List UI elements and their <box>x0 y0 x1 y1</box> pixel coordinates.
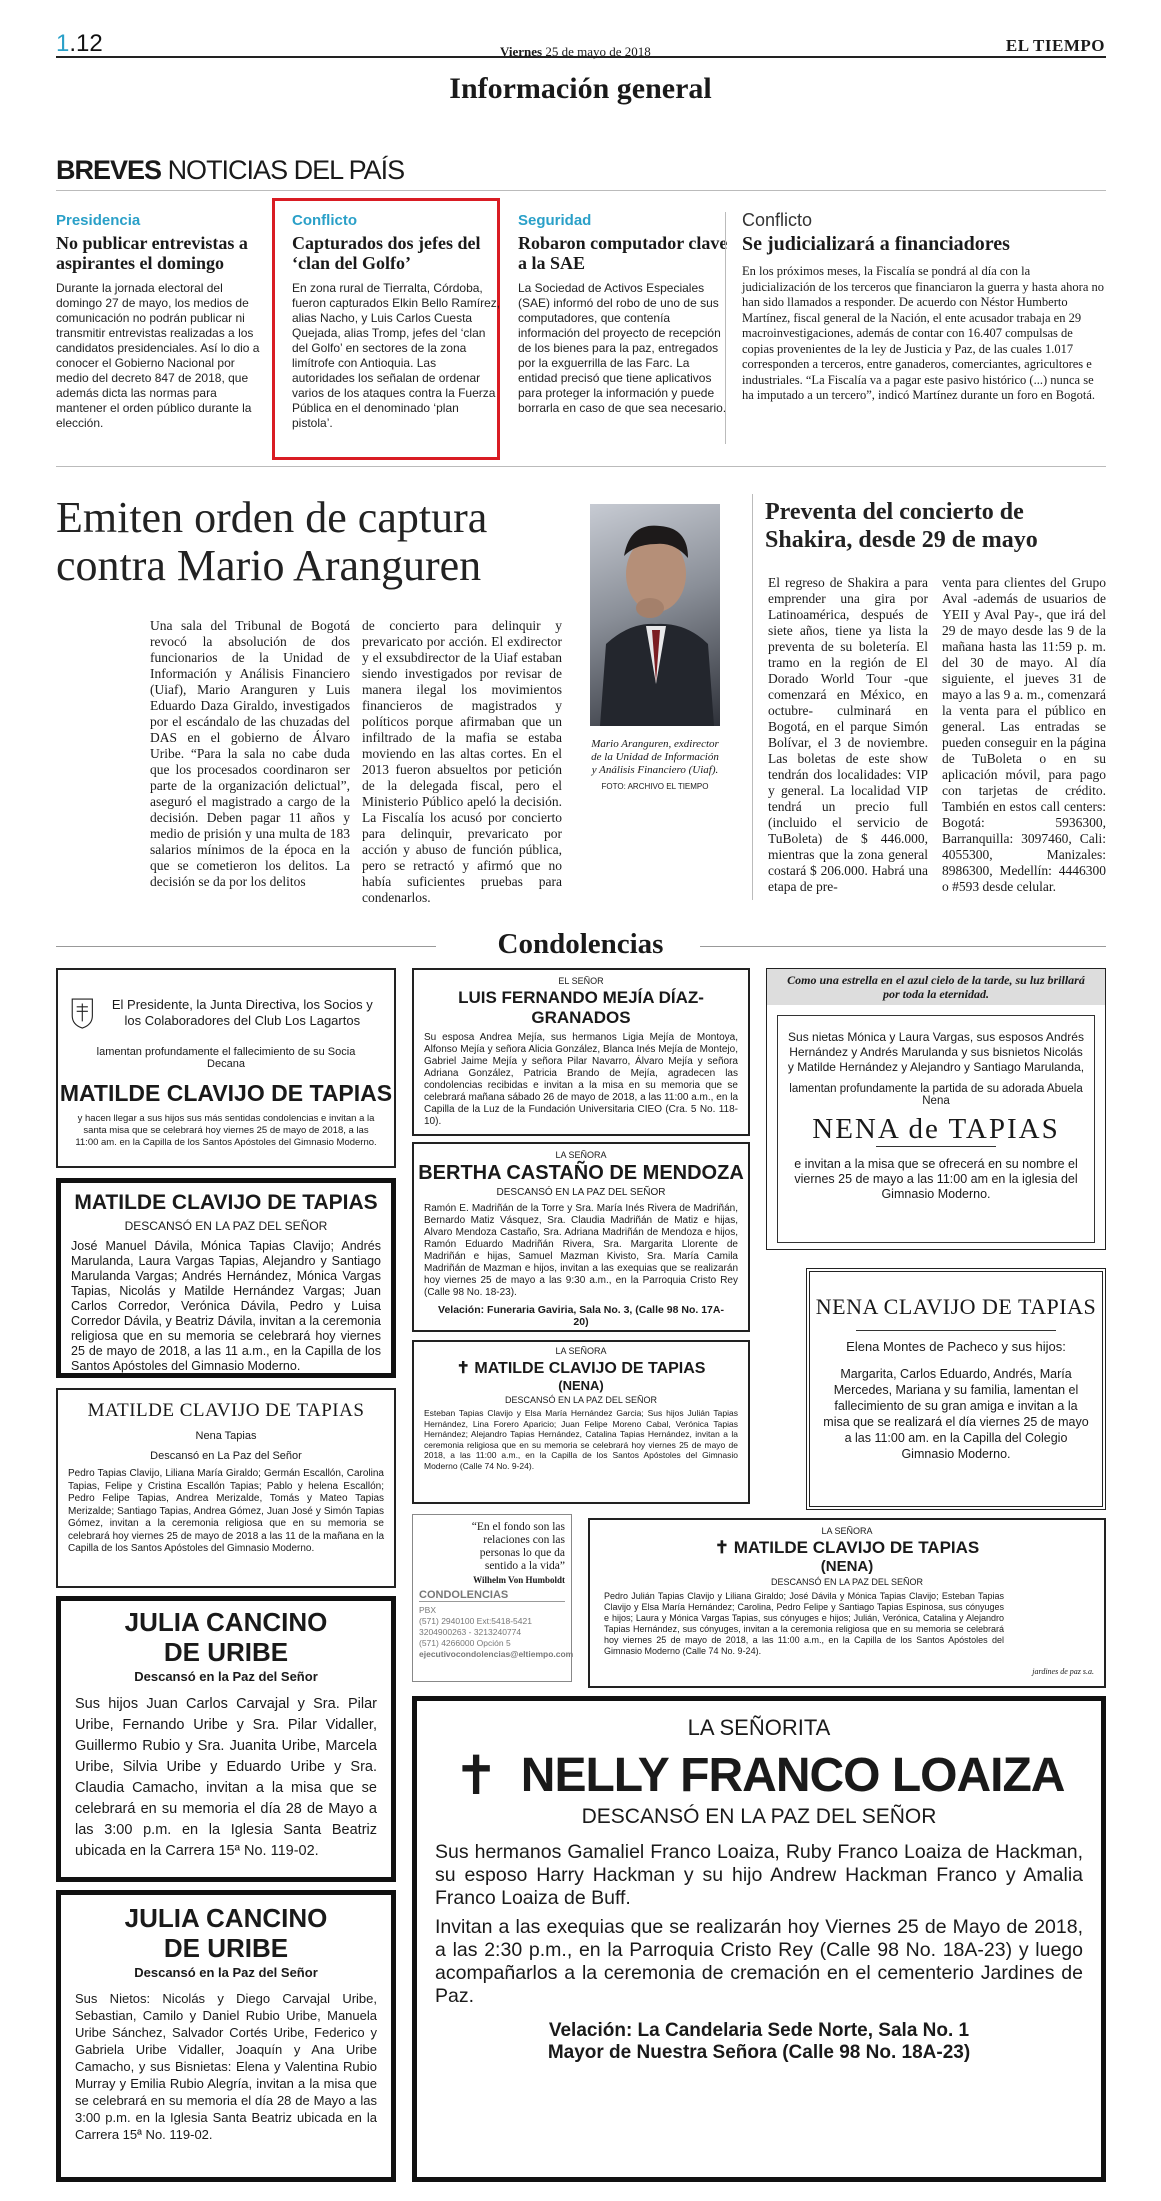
header-rule <box>56 56 1106 58</box>
side-story-col1: El regreso de Shakira a para emprender una gira por Latinoamérica, después de siete años, tiene ya lista la preventa de su boletería. El tramo en la región de El Dorado World Tour -que comenzará en México, en octubre- culminará en Bogotá, en el parque Simón Bolívar, el 3 de noviembre. Las boletas de este show tendrán dos localidades: VIP y general. La localidad VIP tendrá un precio full (incluido el servicio de TuBoleta) de $ 446.000, mientras que la zona general costará $ 206.000. Habrá una etapa de pre- <box>768 575 928 894</box>
deceased-name: BERTHA CASTAÑO DE MENDOZA <box>418 1162 744 1184</box>
contact-email-link[interactable]: ejecutivocondolencias@eltiempo.com <box>419 1649 574 1659</box>
brief-headline: Robaron computador clave a la SAE <box>518 233 728 273</box>
brief-category: Seguridad <box>518 212 592 229</box>
main-story-col1: Una sala del Tribunal de Bogotá revocó la absolución de dos funcionarios de la Unidad de Información y Análisis Financiero (Uiaf), Mario Aranguren y Luis Eduardo Daza Giraldo, investigados por el escándalo de las chuzadas del DAS en el gobierno de Álvaro Uribe. “Para la sala no cabe duda que los procesados coordinaron ser parte de la organización delictual”, aseguró el magistrado a cargo de la decisión. Deben pagar 11 años y medio de prisión y una multa de 183 salarios mínimos de la época en la que se cometieron los delitos. La decisión se da por los delitos <box>150 618 350 889</box>
cross-icon: ✝ <box>456 1360 475 1377</box>
brief-body: La Sociedad de Activos Especiales (SAE) informó del robo de uno de sus computadores, que contenía información del proyecto de recepción de los bienes para la paz, entregados por la exguerrilla de las Farc. La entidad precisó que tiene aplicativos para proteger la información y puede borrarla en caso de que sea necesario. <box>518 281 727 415</box>
photo-credit: FOTO: ARCHIVO EL TIEMPO <box>601 782 709 791</box>
deceased-name: JULIA CANCINO DE URIBE <box>124 1607 328 1667</box>
deceased-name: ✝ MATILDE CLAVIJO DE TAPIAS <box>714 1538 980 1557</box>
brief-body: En los próximos meses, la Fiscalía se pondrá al día con la judicialización de los terceros que financiaron la guerra y hasta ahora no han sido llamados a responder. De acuerdo con Néstor Humberto Martínez, fiscal general de la Nación, el ente acusador trabaja en 29 macroinvestigaciones, además de contar con 16.407 compulsas de copias provenientes de la ley de Justicia y Paz, de las cuales 1.017 corresponden a terceros, entre ganaderos, comerciantes, agricultores e industriales. “La Fiscalía va a pagar este pasivo histórico (...) nunca se ha imputado a un tercero”, indicó Martínez durante un foro en Bogotá. <box>742 264 1104 402</box>
deceased-name: LUIS FERNANDO MEJÍA DÍAZ-GRANADOS <box>458 988 704 1027</box>
main-story-col2: de concierto para delinquir y prevaricato por acción. El exdirector y el exsubdirector de la Uiaf estaban siendo investigados por revisar de manera ilegal los movimientos financieros de magistrados y políticos porque afirmaban que un infiltrado de la mafia se estaba moviendo en las altas cortes. En el 2013 fueron absueltos por petición de la delegada fiscal, pero el Ministerio Público apeló la decisión. La Fiscalía los acusó por concierto para delinquir, prevaricato por acción y abuso de función pública, pero se retractó y afirmó que no había suficientes pruebas para condenarlos. <box>362 618 562 905</box>
brief-category: Conflicto <box>292 212 357 229</box>
condolencias-contact-box: “En el fondo son las relaciones con las personas lo que da sentido a la vida” Wilhelm Von Humboldt CONDOLENCIAS PBX (571) 2940100 Ext:5418-5421 3204900263 - 3213240774 (571) 4266000 Opción 5 ejecutivocondolencias@eltiempo.com <box>412 1514 572 1682</box>
brief-body: En zona rural de Tierralta, Córdoba, fueron capturados Elkin Bello Ramírez, alias Nacho, y Luis Carlos Cuesta Quejada, alias Tromp, jefes del ‘clan del Golfo’ en sectores de la zona limítrofe con Antioquia. Las autoridades los señalan de ordenar varios de los ataques contra la Fuerza Pública en el denominado ‘plan pistola’. <box>292 281 501 430</box>
brief-headline: No publicar entrevistas a aspirantes el domingo <box>56 233 248 273</box>
breves-title: BREVES NOTICIAS DEL PAÍS <box>56 155 405 185</box>
section-title: Información general <box>449 72 712 105</box>
deceased-name: JULIA CANCINO DE URIBE <box>124 1903 328 1963</box>
portrait-photo <box>590 504 720 726</box>
condolence-ad-nena-clavijo: NENA CLAVIJO DE TAPIAS Elena Montes de Pacheco y sus hijos: Margarita, Carlos Eduardo, Andrés, María Mercedes, Mariana y su familia, lamentan el fallecimiento de su gran amiga e invitan a la misa que se realizará el día viernes 25 de mayo a las 11:00 am. en la Capilla del Colegio Gimnasio Moderno. <box>806 1268 1106 1510</box>
deceased-name: MATILDE CLAVIJO DE TAPIAS <box>74 1191 378 1214</box>
cross-icon: ✝ <box>453 1746 499 1806</box>
brief-seguridad <box>518 212 728 416</box>
ornament-divider <box>876 1146 996 1147</box>
photo-caption: Mario Aranguren, exdirector de la Unidad de Información y Análisis Financiero (Uiaf). FOTO: ARCHIVO EL TIEMPO <box>591 738 719 791</box>
deceased-name: NENA CLAVIJO DE TAPIAS <box>815 1294 1097 1319</box>
brand-logo: EL TIEMPO <box>1005 36 1105 55</box>
condolence-ad-matilde-2: MATILDE CLAVIJO DE TAPIAS Nena Tapias Descansó en La Paz del Señor Pedro Tapias Clavijo, Liliana María Giraldo; Germán Escallón, Carolina Tapias, Felipe y Cristina Escallón Tapias; Pablo y helena Escallón; Pedro Felipe Tapias, Andrea Merizalde, Tomás y Mateo Tapias Merizalde; Santiago Tapias, Andrea Gómez, Juan José y Simón Tapias Gómez, invitan a la ceremonia religiosa que en su memoria se celebrará hoy viernes 25 de mayo de 2018 a las 11 de la mañana en la Capilla de los Santos Apóstoles del Gimnasio Moderno. <box>56 1388 396 1588</box>
condolence-ad-club-lagartos: El Presidente, la Junta Directiva, los Socios y los Colaboradores del Club Los Lagartos lamentan profundamente el fallecimiento de su Socia Decana MATILDE CLAVIJO DE TAPIAS y hacen llegar a sus hijos sus más sentidas condolencias e invitan a la santa misa que se celebrará hoy viernes 25 de mayo de 2018, a las 11:00 am. en la Capilla de los Santos Apóstoles del Gimnasio Moderno. <box>56 968 396 1168</box>
brief-conflicto <box>292 212 502 431</box>
condolence-ad-julia-1: JULIA CANCINO DE URIBE Descansó en la Paz del Señor Sus hijos Juan Carlos Carvajal y Sra. Pilar Uribe, Fernando Uribe y Sra. Pilar Vidaller, Guillermo Rubio y Sra. Juanita Uribe, Marcela Uribe, Silvia Uribe y Eduardo Uribe y Sra. Claudia Camacho, invitan a la misa que se celebrará en su memoria el día 28 de Mayo a las 3:00 p.m. en la Iglesia Santa Beatriz ubicada en la Carrera 15ª No. 119-02. <box>56 1596 396 1882</box>
dateline: Viernes 25 de mayo de 2018 <box>500 44 651 59</box>
brief-headline: Capturados dos jefes del ‘clan del Golfo’ <box>292 233 481 273</box>
deceased-name: MATILDE CLAVIJO DE TAPIAS <box>87 1400 365 1421</box>
club-crest-icon <box>70 984 95 1042</box>
condolence-ad-matilde-nena: LA SEÑORA ✝ MATILDE CLAVIJO DE TAPIAS (NENA) DESCANSÓ EN LA PAZ DEL SEÑOR Esteban Tapias Clavijo y Elsa María Hernández Garcia; Sus hijos Julián Tapias Hernández, Lina Forero Aparicio; Juan Felipe Moreno Cabal, Verónica Tapias Hernández; Alejandro Tapias Hernández, Catalina Tapias Hernández, invitan a la ceremonia religiosa que en su memoria se celebrará hoy viernes 25 de mayo de 2018, a las 11:00 a.m., en la Capilla de los Santos Apóstoles del Gimnasio Moderno (Calle 74 No. 9-24). <box>412 1340 750 1504</box>
condolence-ad-nelly-franco: LA SEÑORITA ✝ NELLY FRANCO LOAIZA DESCANSÓ EN LA PAZ DEL SEÑOR Sus hermanos Gamaliel Franco Loaiza, Ruby Franco Loaiza de Hackman, su esposo Harry Hackman y su hijo Andrew Hackman Franco y Amalia Franco Loaiza de Buff. Invitan a las exequias que se realizarán hoy Viernes 25 de Mayo de 2018, a las 2:30 p.m., en la Parroquia Cristo Rey (Calle 98 No. 18A-23) y luego acompañarlos a la ceremonia de cremación en el cementerio Jardines de Paz. Velación: La Candelaria Sede Norte, Sala No. 1 Mayor de Nuestra Señora (Calle 98 No. 18A-23) <box>412 1696 1106 2182</box>
deceased-name: NENA de TAPIAS <box>812 1113 1060 1145</box>
brief-financiadores <box>742 210 1106 404</box>
condolence-ad-bertha: LA SEÑORA BERTHA CASTAÑO DE MENDOZA DESCANSÓ EN LA PAZ DEL SEÑOR Ramón E. Madriñán de la Torre y Sra. María Inés Rivera de Madriñán, Bernardo Matiz Vásquez, Sra. Claudia Madriñán de Matiz e hijas, Alvaro Mendoza Castaño, Sra. Adriana Madriñán de Mendoza e hijos, Ramón Eduardo Madriñán Rivera, Sra. Margarita Llorente de Madriñán e hijas, Samuel Mazman Kivisto, Sra. María Camila Madriñán de Mazman e hijos, invitan a las exequias que se realizarán hoy viernes 25 de mayo a las 9:30 a.m., en la Parroquia Cristo Rey (Calle 98 No. 18-23). Velación: Funeraria Gaviria, Sala No. 3, (Calle 98 No. 17A-20) <box>412 1142 750 1332</box>
side-headline: Preventa del concierto de Shakira, desde 29 de mayo <box>765 499 1038 553</box>
deceased-name: ✝ MATILDE CLAVIJO DE TAPIAS <box>456 1360 706 1377</box>
main-headline: Emiten orden de captura contra Mario Aranguren <box>56 493 488 590</box>
brief-category: Conflicto <box>742 210 813 230</box>
brief-category: Presidencia <box>56 212 141 229</box>
condolence-ad-matilde-jardines: LA SEÑORA ✝ MATILDE CLAVIJO DE TAPIAS (NENA) DESCANSÓ EN LA PAZ DEL SEÑOR Pedro Julián Tapias Clavijo y Liliana Giraldo; José Dávila y Mónica Tapias Clavijo; Esteban Tapias Clavijo y Elsa María Hernández; Carolina, Pedro Felipe y Santiago Tapias Espinosa, sus cónyuges e hijos; Laura y Mónica Vargas Tapias, sus cónyuges e hijos; Julián, Verónica, Catalina y Alejandro Tapias Hernández, sus cónyuges, invitan a la ceremonia religiosa que en su memoria se celebrará hoy viernes 25 de mayo de 2018, a las 11:00 a.m., en la Capilla de los Santos Apóstoles del Gimnasio Moderno (Calle 74 No. 9-24). jardines de paz s.a. <box>588 1518 1106 1688</box>
deceased-name: NELLY FRANCO LOAIZA <box>520 1749 1065 1802</box>
condolence-ad-nena-nietas: Como una estrella en el azul cielo de la tarde, su luz brillará por toda la eternidad. Sus nietas Mónica y Laura Vargas, sus esposos Andrés Hernández y Andrés Marulanda y sus bisnietos Nicolás y Matilde Hernández y Alejandro y Santiago Marulanda, lamentan profundamente la partida de su adorada Abuela Nena NENA de TAPIAS e invitan a la misa que se ofrecerá en su nombre el viernes 25 de mayo a las 11:00 am en la iglesia del Gimnasio Moderno. <box>766 968 1106 1250</box>
brief-presidencia <box>56 212 266 431</box>
condolencias-title: Condolencias <box>497 928 664 960</box>
cross-icon: ✝ <box>714 1538 734 1557</box>
brief-body: Durante la jornada electoral del domingo 27 de mayo, los medios de comunicación no podrán publicar ni transmitir entrevistas realizadas a los candidatos presidenciales. Así lo dio a conocer el Gobierno Nacional por medio del decreto 847 de 2018, que además dicta las normas para mantener el orden público durante la elección. <box>56 281 260 430</box>
column-divider <box>752 494 753 900</box>
funeral-home-logo: jardines de paz s.a. <box>1032 1667 1094 1676</box>
condolence-ad-luis-fernando: EL SEÑOR LUIS FERNANDO MEJÍA DÍAZ-GRANADOS Su esposa Andrea Mejía, sus hermanos Ligia Mejía de Montoya, Alfonso Mejía y señora Alicia González, Blanca Inés Mejía de Montejo, Gabriel Jaime Mejía y señora Pilar Navarro, Álvaro Mejía y señora Adriana González, Patricia Brando de Mejía, agradecen las condolencias recibidas e invitan a la misa en su memoria que se celebrará mañana sábado 26 de mayo de 2018, a las 11:00 a.m., en la Capilla de la Luz de la Fundación Universitaria CIEO (Cra. 5 No. 118-10). <box>412 968 750 1136</box>
condolence-ad-matilde-1: MATILDE CLAVIJO DE TAPIAS DESCANSÓ EN LA PAZ DEL SEÑOR José Manuel Dávila, Mónica Tapias Clavijo; Andrés Marulanda, Laura Vargas Tapias, Alejandro y Santiago Marulanda Vargas; Andrés Hernández, Mónica Vargas Tapias, Nicolás y Matilde Hernández Vargas; Juan Carlos Corredor, Verónica Dávila, Pedro y Luisa Corredor Dávila, y Beatriz Dávila, invitan a la ceremonia religiosa que en su memoria se celebrará hoy viernes 25 de mayo de 2018, a las 11 a.m., en la Capilla de los Santos Apóstoles del Gimnasio Moderno. <box>56 1178 396 1378</box>
breves-rule <box>56 190 1106 191</box>
page-number: 1.12 <box>56 30 103 57</box>
deceased-name: MATILDE CLAVIJO DE TAPIAS <box>59 1080 393 1106</box>
section-rule <box>56 466 1106 467</box>
condolence-ad-julia-2: JULIA CANCINO DE URIBE Descansó en la Paz del Señor Sus Nietos: Nicolás y Diego Carvajal Uribe, Sebastian, Camilo y Daniel Rubio Uribe, Manuela Uribe Sánchez, Salvador Cortés Uribe, Federico y Gabriela Uribe Vidaller, Joaquín y Ana Uribe Camacho, y sus Bisnietas: Elena y Valentina Rubio Murray y Emilia Rubio Alegría, invitan a la misa que se celebrará en su memoria el día 28 de Mayo a las 3:00 p.m. en la Iglesia Santa Beatriz ubicada en la Carrera 15ª No. 119-02. <box>56 1890 396 2182</box>
column-divider <box>725 212 726 444</box>
brief-headline: Se judicializará a financiadores <box>742 233 1010 255</box>
side-story-col2: venta para clientes del Grupo Aval -además de usuarios de YEII y Aval Pay-, que irá del 29 de mayo desde las 9 de la mañana hasta las 11:59 p. m. del 30 de mayo. Al día siguiente, el jueves 31 de mayo a las 9 a. m., comenzará la venta para el público en general. Las entradas se pueden conseguir en la página de TuBoleta o en su aplicación móvil, para pago con tarjetas de crédito. También en estos call centers: Bogotá: 5936300, Barranquilla: 3097460, Cali: 4055300, Manizales: 8986300, Medellín: 4446300 o #593 desde celular. <box>942 575 1106 894</box>
